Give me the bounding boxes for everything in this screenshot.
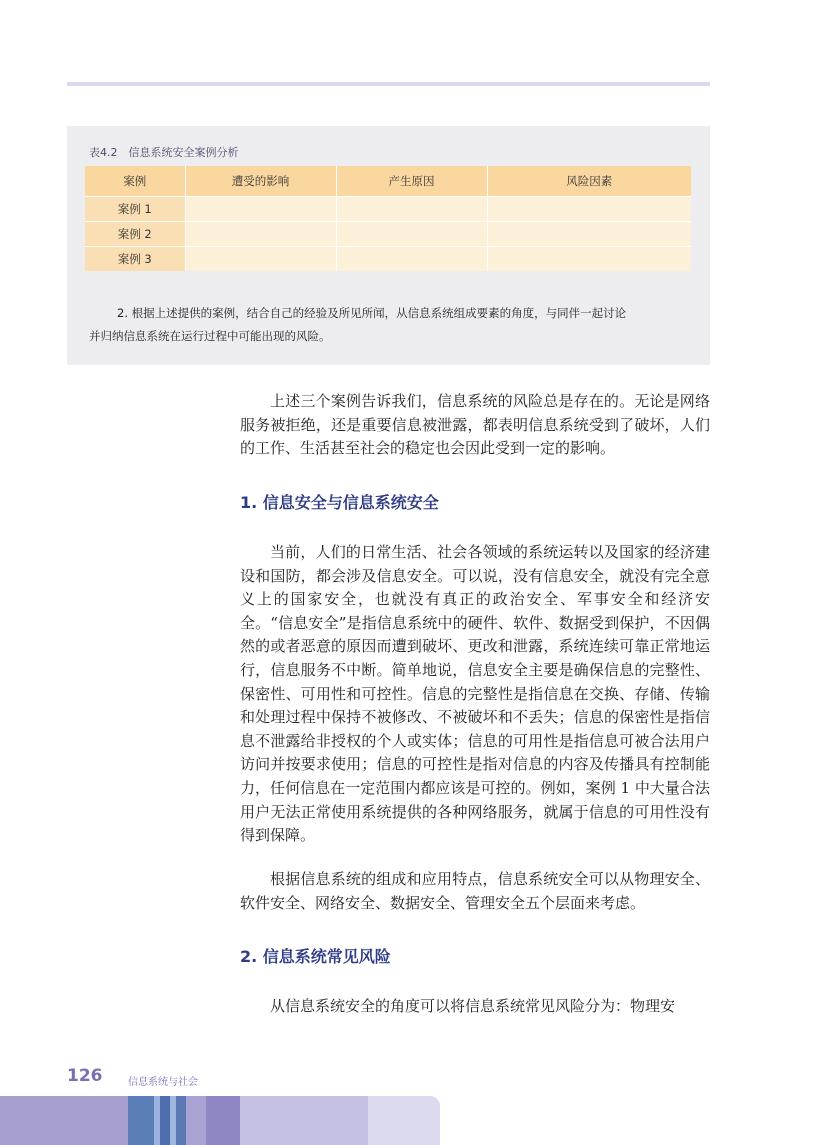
row-label: 案例 1 — [85, 197, 185, 222]
footer-stripe — [186, 1096, 206, 1145]
discussion-task — [89, 302, 695, 348]
row-label: 案例 2 — [85, 222, 185, 247]
footer-stripe — [176, 1096, 186, 1145]
table-cell — [487, 197, 691, 222]
table-header-risk: 风险因素 — [487, 166, 691, 197]
footer-stripe — [0, 1096, 128, 1145]
row-label: 案例 3 — [85, 247, 185, 272]
table-cell — [336, 247, 487, 272]
table-cell — [185, 222, 336, 247]
table-cell — [336, 222, 487, 247]
table-header-cause: 产生原因 — [336, 166, 487, 197]
footer-stripe — [160, 1096, 170, 1145]
table-cell — [487, 247, 691, 272]
footer-stripe — [240, 1096, 368, 1145]
table-row — [85, 222, 691, 247]
intro-paragraph: 上述三个案例告诉我们，信息系统的风险总是存在的。无论是网络服务被拒绝，还是重要信息被泄露，都表明信息系统受到了破坏，人们的工作、生活甚至社会的稳定也会因此受到一定的影响。 — [240, 392, 710, 458]
table-caption: 表4.2 信息系统安全案例分析 — [89, 146, 239, 159]
footer-stripe — [128, 1096, 154, 1145]
table-cell — [185, 197, 336, 222]
table-cell — [185, 247, 336, 272]
section-2-paragraph-1: 从信息系统安全的角度可以将信息系统常见风险分为：物理安 — [270, 997, 676, 1015]
task-line-1: 2. 根据上述提供的案例，结合自己的经验及所见所闻，从信息系统组成要素的角度，与同伴一起讨论 — [117, 306, 627, 320]
table-row — [85, 247, 691, 272]
activity-box — [67, 126, 710, 365]
case-analysis-table — [85, 166, 691, 271]
section-1-paragraph-2: 根据信息系统的组成和应用特点，信息系统安全可以从物理安全、软件安全、网络安全、数据安全、管理安全五个层面来考虑。 — [240, 870, 710, 912]
table-cell — [336, 197, 487, 222]
task-line-2: 并归纳信息系统在运行过程中可能出现的风险。 — [89, 329, 331, 343]
book-title: 信息系统与社会 — [128, 1077, 198, 1088]
table-header-case: 案例 — [85, 166, 185, 197]
footer-stripe — [206, 1096, 240, 1145]
footer-stripe — [368, 1096, 440, 1145]
section-1-heading: 1. 信息安全与信息系统安全 — [240, 493, 439, 512]
table-row — [85, 197, 691, 222]
section-1-paragraph-1: 当前，人们的日常生活、社会各领域的系统运转以及国家的经济建设和国防，都会涉及信息安全。可以说，没有信息安全，就没有完全意义上的国家安全，也就没有真正的政治安全、军事安全和经济安全。“信息安全”是指信息系统中的硬件、软件、数据受到保护，不因偶然的或者恶意的原因而遭到破坏、更改和泄露，系统连续可靠正常地运行，信息服务不中断。简单地说，信息安全主要是确保信息的完整性、保密性、可用性和可控性。信息的完整性是指信息在交换、存储、传输和处理过程中保持不被修改、不被破坏和不丢失；信息的保密性是指信息不泄露给非授权的个人或实体；信息的可用性是指信息可被合法用户访问并按要求使用；信息的可控性是指对信息的内容及传播具有控制能力，任何信息在一定范围内都应该是可控的。例如，案例 1 中大量合法用户无法正常使用系统提供的各种网络服务，就属于信息的可用性没有得到保障。 — [240, 543, 710, 845]
page-number: 126 — [67, 1066, 103, 1086]
top-rule — [67, 82, 710, 86]
footer-decoration — [0, 1096, 440, 1145]
table-header-impact: 遭受的影响 — [185, 166, 336, 197]
table-cell — [487, 222, 691, 247]
section-2-heading: 2. 信息系统常见风险 — [240, 947, 391, 966]
